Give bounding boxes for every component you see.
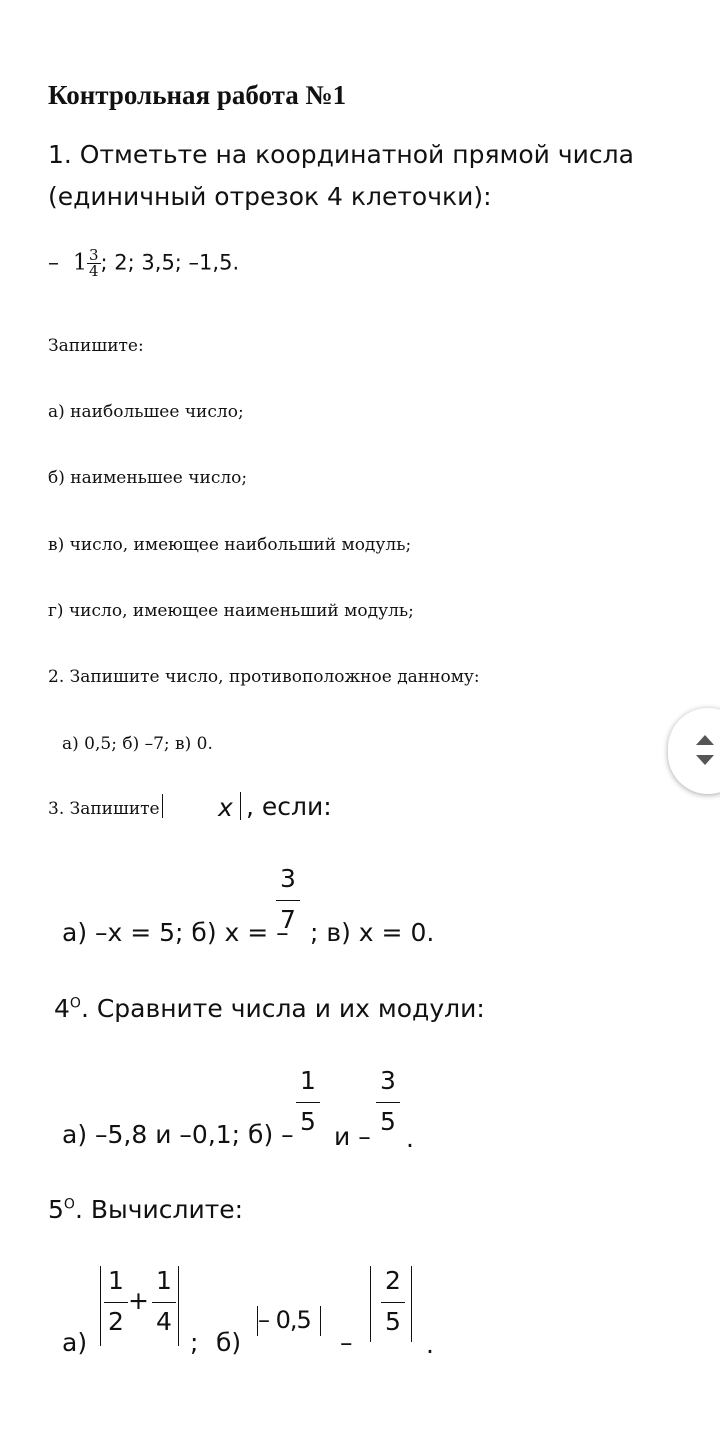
fraction-numerator: 1 — [156, 1266, 172, 1295]
abs-bar-right — [320, 1306, 321, 1336]
task1-v: в) число, имеющее наибольший модуль; — [48, 535, 412, 555]
fraction-numerator: 3 — [89, 246, 99, 264]
task4-header — [54, 994, 485, 1023]
chevron-up-icon[interactable] — [696, 735, 714, 745]
task3-rest: ; в) x = 0. — [310, 918, 435, 947]
mixed-fraction — [87, 248, 101, 279]
numbers-rest: ; 2; 3,5; –1,5. — [100, 250, 240, 275]
fraction-denominator: 7 — [280, 905, 296, 934]
task1-line1: 1. Отметьте на координатной прямой числа — [48, 140, 634, 169]
fraction-numerator: 3 — [380, 1066, 396, 1095]
task1-b: б) наименьшее число; — [48, 468, 248, 488]
fraction-numerator: 2 — [385, 1266, 401, 1295]
task3-x: x — [218, 793, 233, 822]
fraction-numerator: 1 — [300, 1066, 316, 1095]
fraction-denominator: 5 — [385, 1307, 401, 1336]
task5-header — [48, 1195, 243, 1224]
task5-fraction2 — [152, 1268, 176, 1334]
task2-line: 2. Запишите число, противоположное данному: — [48, 667, 480, 687]
task5-superscript: O — [63, 1196, 75, 1213]
task1-write: Запишите: — [48, 336, 144, 356]
fraction-numerator: 3 — [280, 864, 296, 893]
abs-bar-left — [370, 1266, 371, 1342]
fraction-numerator: 1 — [108, 1266, 124, 1295]
task3-a: а) –x = 5; б) x = – — [62, 918, 289, 947]
page-title: Контрольная работа №1 — [48, 80, 347, 110]
chevron-down-icon[interactable] — [696, 755, 714, 765]
task2-items: а) 0,5; б) –7; в) 0. — [62, 734, 213, 754]
fraction-denominator: 2 — [108, 1307, 124, 1336]
abs-bar-left — [100, 1266, 101, 1346]
task3-suffix: , если: — [246, 792, 332, 821]
task4-text: . Сравните числа и их модули: — [80, 994, 485, 1023]
abs-bar-left — [162, 794, 163, 818]
task5-b-label: б) — [216, 1328, 242, 1357]
task1-g: г) число, имеющее наименьший модуль; — [48, 601, 414, 621]
scroll-button[interactable] — [668, 708, 720, 794]
task5-text: . Вычислите: — [74, 1195, 244, 1224]
task4-end: . — [406, 1124, 414, 1153]
task4-a: а) –5,8 и –0,1; б) – — [62, 1120, 294, 1149]
task5-end: . — [426, 1330, 434, 1359]
fraction-denominator: 4 — [89, 262, 99, 280]
task4-fraction1 — [296, 1068, 320, 1134]
mixed-whole: 1 — [73, 250, 87, 276]
abs-bar-right — [411, 1266, 412, 1342]
task5-number: 5 — [48, 1195, 64, 1224]
task5-fraction1 — [104, 1268, 128, 1334]
task1-a: а) наибольшее число; — [48, 402, 244, 422]
fraction-denominator: 5 — [380, 1107, 396, 1136]
fraction-denominator: 5 — [300, 1107, 316, 1136]
abs-bar-right — [178, 1266, 179, 1346]
task4-fraction2 — [376, 1068, 400, 1134]
task5-abs-value: – 0,5 — [258, 1306, 311, 1334]
task5-a-label: а) — [62, 1328, 88, 1357]
task1-line2: (единичный отрезок 4 клеточки): — [48, 182, 492, 211]
task5-minus: – — [340, 1328, 353, 1357]
task5-semicolon: ; — [190, 1328, 199, 1357]
task3-prefix: 3. Запишите — [48, 799, 160, 819]
task4-number: 4 — [54, 994, 70, 1023]
plus-sign: + — [128, 1286, 149, 1315]
abs-bar-right — [240, 792, 241, 820]
fraction-denominator: 4 — [156, 1307, 172, 1336]
task5-fraction3 — [381, 1268, 405, 1334]
task4-and: и – — [334, 1122, 371, 1151]
minus-sign: – — [48, 250, 59, 276]
task1-numbers — [48, 248, 239, 279]
task4-superscript: O — [69, 995, 81, 1012]
task3-fraction — [276, 866, 300, 932]
